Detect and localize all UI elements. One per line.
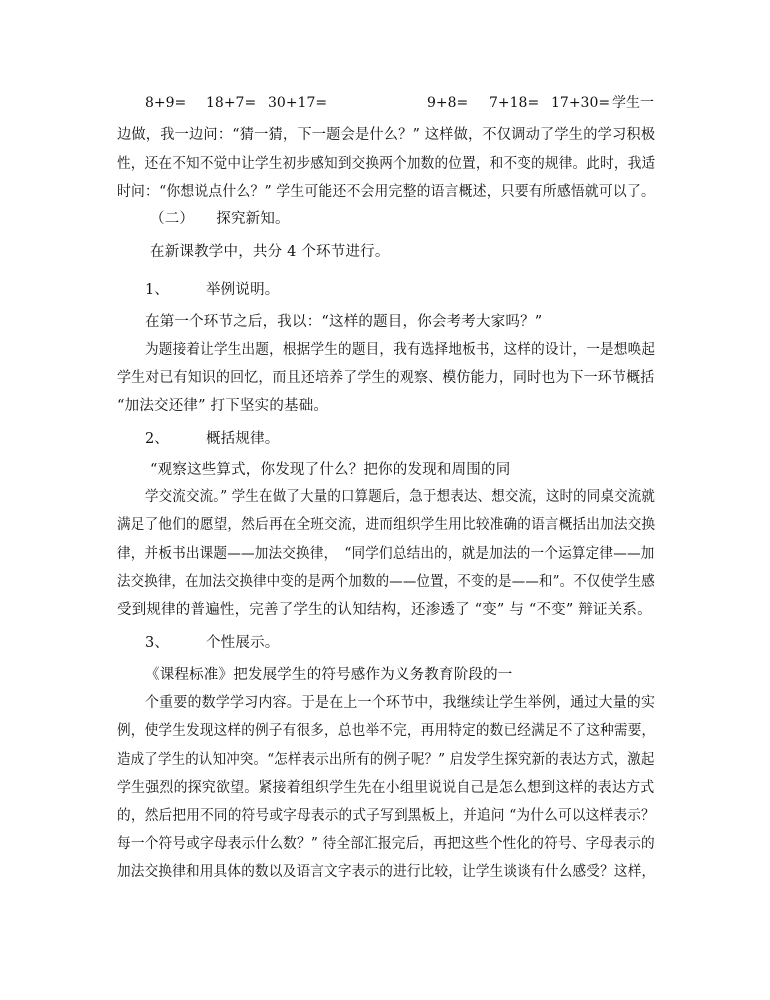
paragraph-line: 学生强烈的探究欲望。紧接着组织学生先在小组里说说自己是怎么想到这样的表达方式 (117, 780, 655, 796)
equation-4: 9+8= (427, 95, 469, 111)
paragraph-line: 学交流交流。” 学生在做了大量的口算题后，急于想表达、想交流，这时的同桌交流就 (145, 489, 656, 505)
paragraph-line: “加法交还律” 打下坚实的基础。 (117, 398, 329, 414)
subsection-heading: 2、 概括规律。 (145, 431, 280, 447)
paragraph-line: 性，还在不知不觉中让学生初步感知到交换两个加数的位置，和不变的规律。此时，我适 (117, 156, 656, 172)
paragraph-line: 加法交换律和用具体的数以及语言文字表示的进行比较，让学生谈谈有什么感受？这样， (117, 864, 656, 880)
equation-5: 7+18= (489, 95, 540, 111)
paragraph-line: 例，使学生发现这样的例子有很多，总也举不完，再用特定的数已经满足不了这种需要， (117, 723, 656, 739)
paragraph-line: 《课程标准》把发展学生的符号感作为义务教育阶段的一 (145, 667, 513, 683)
paragraph-line: 律，并板书出课题——加法交换律， “同学们总结出的，就是加法的一个运算定律——加 (117, 546, 655, 562)
paragraph-line: 满足了他们的愿望，然后再在全班交流，进而组织学生用比较准确的语言概括出加法交换 (117, 517, 656, 533)
subsection-heading: 1、 举例说明。 (145, 282, 280, 298)
equation-6: 17+30= (551, 95, 611, 111)
equation-trailing-text: 学生一 (612, 95, 654, 111)
section-heading: （二） 探究新知。 (150, 211, 290, 227)
paragraph-line: 边做，我一边问：“猜一猜，下一题会是什么？” 这样做，不仅调动了学生的学习积极 (117, 127, 656, 143)
paragraph-line: 的，然后把用不同的符号或字母表示的式子写到黑板上，并追问 “为什么可以这样表示？ (117, 808, 655, 824)
paragraph-line: 时问：“你想说点什么？” 学生可能还不会用完整的语言概述，只要有所感悟就可以了。 (117, 184, 655, 200)
paragraph-line: 法交换律，在加法交换律中变的是两个加数的——位置，不变的是——和”。不仅使学生感 (117, 574, 655, 590)
paragraph-line: 造成了学生的认知冲突。“怎样表示出所有的例子呢？” 启发学生探究新的表达方式，激起 (117, 752, 655, 768)
subsection-heading: 3、 个性展示。 (145, 635, 280, 651)
paragraph-line: “观察这些算式，你发现了什么？把你的发现和周围的同 (150, 462, 511, 478)
paragraph-line: 受到规律的普遍性，完善了学生的认知结构，还渗透了 “变” 与 “不变” 辩证关系。 (117, 602, 652, 618)
equation-3: 30+17= (268, 95, 328, 111)
equation-2: 18+7= (206, 95, 257, 111)
paragraph-line: 个重要的数学学习内容。于是在上一个环节中，我继续让学生举例，通过大量的实 (145, 695, 656, 711)
paragraph-line: 每一个符号或字母表示什么数？” 待全部汇报完后，再把这些个性化的符号、字母表示的 (117, 836, 655, 852)
paragraph-line: 为题接着让学生出题，根据学生的题目，我有选择地板书，这样的设计，一是想唤起 (145, 342, 656, 358)
paragraph-line: 在新课教学中，共分 4 个环节进行。 (150, 244, 390, 260)
equation-1: 8+9= (145, 95, 187, 111)
paragraph-line: 学生对已有知识的回忆，而且还培养了学生的观察、模仿能力，同时也为下一环节概括 (117, 370, 655, 386)
paragraph-line: 在第一个环节之后，我以：“这样的题目，你会考考大家吗？” (145, 314, 543, 330)
